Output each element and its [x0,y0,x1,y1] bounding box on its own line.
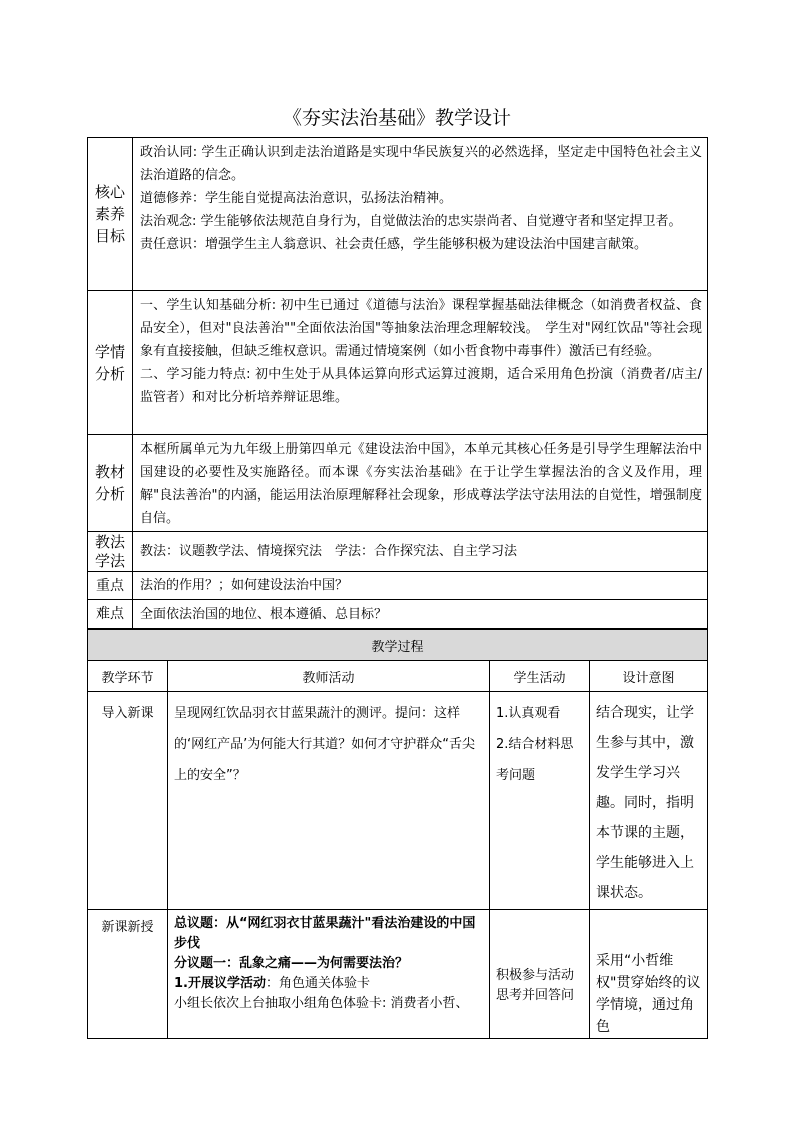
content-line: 政治认同: 学生正确认识到走法治道路是实现中华民族复兴的必然选择，坚定走中国特色社会主义法治道路的信念。 [140,145,702,183]
process-table [87,629,708,1039]
process-header-row [88,661,708,692]
section-label: 教法学法 [94,532,125,570]
section-difficulties [88,600,708,629]
content-line: 一、学生认知基础分析: 初中生已通过《道德与法治》课程掌握基础法律概念（如消费者权益、食品安全），但对"良法善治""全面依法治国"等抽象法治理念理解较浅。 学生对"网红饮品"等社会现象有直接接触，但缺乏维权意识。需通过情境案例（如小哲食物中毒事件）激活已有经验。 [140,298,702,359]
content-line: 全面依法治国的地位、根本遵循、总目标？ [140,606,388,622]
stage-cell: 导入新课 [88,692,168,910]
content-line: 道德修养：学生能自觉提高法治意识，弘扬法治精神。 [140,191,453,206]
page-title: 《夯实法治基础》教学设计 [282,107,511,129]
section-textbook-analysis [88,435,708,532]
content-line: 二、学习能力特点: 初中生处于从具体运算向形式运算过渡期，适合采用角色扮演（消费者/店主/监管者）和对比分析培养辩证思维。 [140,367,702,405]
column-header: 教师活动 [168,661,490,692]
table-row [88,692,708,910]
stage-cell: 新课新授 [88,910,168,1039]
design-intent: 结合现实，让学生参与其中，激发学生学习兴趣。同时，指明本节课的主题，学生能够进入上课状态。 [590,692,708,910]
content-line: 本框所属单元为九年级上册第四单元《建设法治中国》，本单元其核心任务是引导学生理解法治中国建设的必要性及实施路径。而本课《夯实法治基础》在于让学生掌握法治的含义及作用，理解"良法善治"的内涵，能运用法治原理解释社会现象，形成尊法学法守法用法的自觉性，增强制度自信。 [140,442,702,526]
activity-text: ：角色通关体验卡 [265,976,370,991]
column-header: 学生活动 [490,661,590,692]
section-core-literacy [88,138,708,291]
content-line: 教法：议题教学法、情境探究法 学法：合作探究法、自主学习法 [140,544,518,559]
section-label: 教材分析 [94,463,125,503]
design-intent: 采用“小哲维权"贯穿始终的议学情境，通过角色 [590,910,708,1039]
table-row [88,910,708,1039]
section-label: 学情分析 [94,342,125,383]
process-heading: 教学过程 [88,630,708,661]
section-label: 核心素养目标 [94,183,125,245]
content-line: 法治观念: 学生能够依法规范自身行为，自觉做法治的忠实崇尚者、自觉遵守者和坚定捍卫者。 [140,214,682,229]
activity-label: 1.开展议学活动 [174,976,266,991]
column-header: 设计意图 [590,661,708,692]
info-table [87,137,708,629]
overall-topic: 总议题：从“网红羽衣甘蓝果蔬汁"看法治建设的中国步伐 [174,916,476,951]
section-label: 重点 [96,577,124,594]
teacher-activity: 小组长依次上台抽取小组角色体验卡: 消费者小哲、 [174,996,469,1011]
student-activity: 2.结合材料思考问题 [496,737,574,783]
content-line: 法治的作用？；如何建设法治中国？ [140,578,349,593]
content-line: 责任意识：增强学生主人翁意识、社会责任感，学生能够积极为建设法治中国建言献策。 [140,237,648,252]
section-methods [88,532,708,572]
sub-topic: 分议题一：乱象之痛——为何需要法治？ [174,956,409,971]
section-key-points [88,572,708,600]
student-activity: 1.认真观看 [496,706,561,721]
section-label: 难点 [96,606,124,622]
teacher-activity: 呈现网红饮品羽衣甘蓝果蔬汁的测评。提问：这样的‘网红产品’为何能大行其道？如何才守护群众“舌尖上的安全”？ [174,706,475,783]
column-header: 教学环节 [88,661,168,692]
student-activity: 积极参与活动思考并回答问 [490,910,590,1039]
process-heading-row [88,630,708,661]
section-learner-analysis [88,291,708,435]
